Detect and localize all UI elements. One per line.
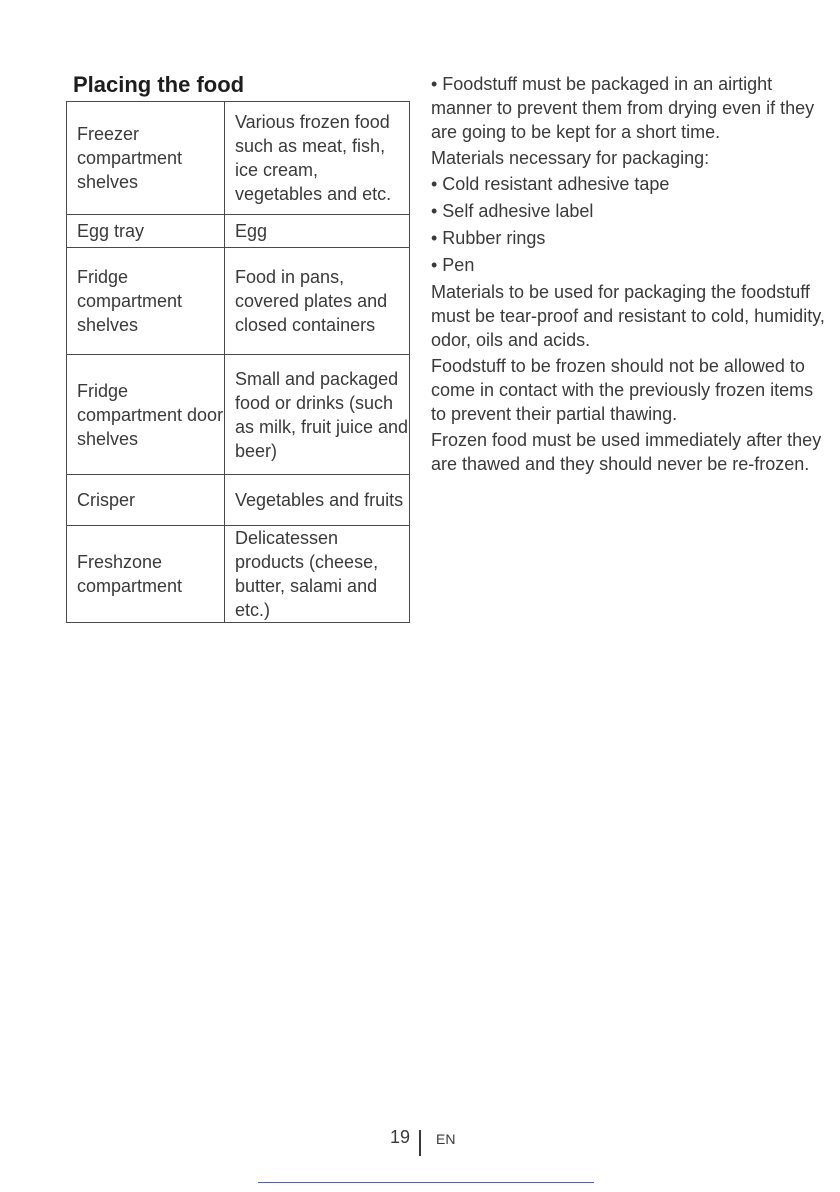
- food-type-cell: Vegetables and fruits: [225, 475, 410, 526]
- table-row: [67, 248, 410, 355]
- food-type-cell: Food in pans, covered plates and closed containers: [225, 248, 410, 355]
- table-row: [67, 355, 410, 475]
- table-row: [67, 102, 410, 215]
- thawed-paragraph: Frozen food must be used immediately after they are thawed and they should never be re-frozen.: [431, 430, 822, 474]
- contact-paragraph: Foodstuff to be frozen should not be allowed to come in contact with the previously frozen items to prevent their partial thawing.: [431, 356, 814, 424]
- section-heading: Placing the food: [73, 72, 245, 97]
- storage-location-cell: Crisper: [67, 475, 225, 526]
- materials-paragraph: Materials to be used for packaging the foodstuff must be tear-proof and resistant to cold, humidity, odor, oils and acids.: [431, 282, 825, 350]
- page-number-divider: [419, 1130, 421, 1156]
- list-item: • Self adhesive label: [431, 201, 594, 221]
- footer-rule: [258, 1182, 594, 1183]
- food-type-cell: Various frozen food such as meat, fish, ice cream, vegetables and etc.: [225, 102, 410, 215]
- table-row: [67, 215, 410, 248]
- food-type-cell: Egg: [225, 215, 410, 248]
- materials-list: [431, 172, 831, 277]
- food-type-cell: Small and packaged food or drinks (such as milk, fruit juice and beer): [225, 355, 410, 475]
- storage-location-cell: Freshzone compartment: [67, 526, 225, 623]
- airtight-bullet: • Foodstuff must be packaged in an airtight manner to prevent them from drying even if they are going to be kept for a short time.: [431, 74, 815, 142]
- list-item: • Pen: [431, 255, 475, 275]
- food-placement-table: [66, 101, 410, 623]
- list-item: • Cold resistant adhesive tape: [431, 174, 670, 194]
- storage-location-cell: Freezer compartment shelves: [67, 102, 225, 215]
- storage-location-cell: Egg tray: [67, 215, 225, 248]
- table-row: [67, 475, 410, 526]
- table-row: [67, 526, 410, 623]
- language-code: EN: [436, 1131, 456, 1147]
- page-number: 19: [390, 1127, 411, 1147]
- materials-intro: Materials necessary for packaging:: [431, 148, 710, 168]
- list-item: • Rubber rings: [431, 228, 546, 248]
- packaging-instructions: [431, 72, 831, 478]
- storage-location-cell: Fridge compartment door shelves: [67, 355, 225, 475]
- food-type-cell: Delicatessen products (cheese, butter, salami and etc.): [225, 526, 410, 623]
- storage-location-cell: Fridge compartment shelves: [67, 248, 225, 355]
